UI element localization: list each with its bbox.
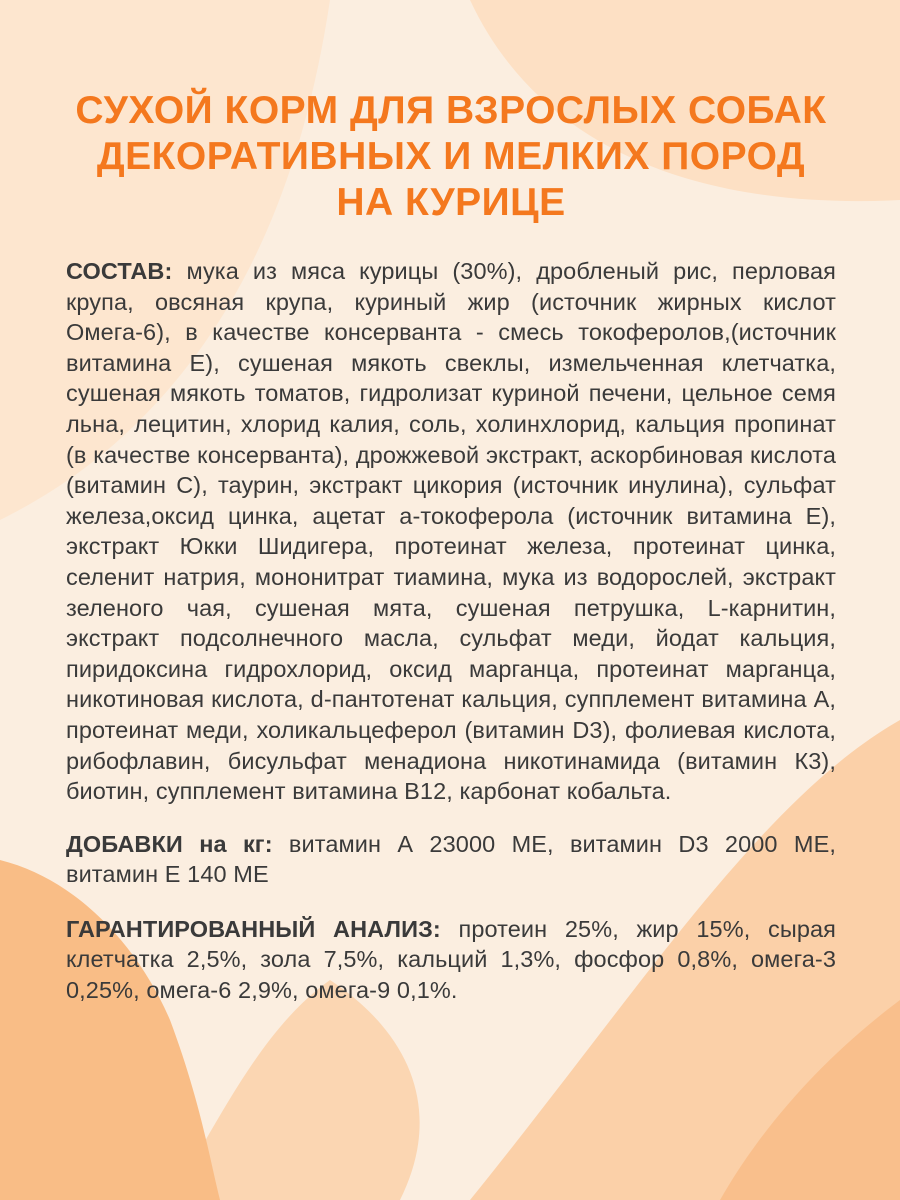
additives-text: витамин А 23000 МЕ, витамин D3 2000 МЕ, витамин Е 140 МЕ [66,830,836,888]
additives-section [66,829,836,890]
label-content [66,88,836,1006]
composition-text: мука из мяса курицы (30%), дробленый рис, перловая крупа, овсяная крупа, куриный жир (источник жирных кислот Омега-6), в качестве консерванта - смесь токоферолов,(источник витамина Е), сушеная мякоть свеклы, измельченная клетчатка, сушеная мякоть томатов, гидролизат куриной печени, цельное семя льна, лецитин, хлорид калия, соль, холинхлорид, кальция пропинат (в качестве консерванта), дрожжевой экстракт, аскорбиновая кислота (витамин С), таурин, экстракт цикория (источник инулина), сульфат железа,оксид цинка, ацетат a-токоферола (источник витамина Е), экстракт Юкки Шидигера, протеинат железа, протеинат цинка, селенит натрия, мононитрат тиамина, мука из водорослей, экстракт зеленого чая, сушеная мята, сушеная петрушка, L-карнитин, экстракт подсолнечного масла, сульфат меди, йодат кальция, пиридоксина гидрохлорид, оксид марганца, протеинат марганца, никотиновая кислота, d-пантотенат кальция, супплемент витамина А, протеинат меди, холикальцеферол (витамин D3), фолиевая кислота, рибофлавин, бисульфат менадиона никотинамида (витамин К3), биотин, супплемент витамина В12, карбонат кобальта. [66,258,836,805]
composition-section [66,256,836,807]
additives-label: ДОБАВКИ на кг: [66,830,273,857]
product-title [66,88,836,226]
title-line-1: СУХОЙ КОРМ ДЛЯ ВЗРОСЛЫХ СОБАК [75,89,827,132]
analysis-label: ГАРАНТИРОВАННЫЙ АНАЛИЗ: [66,915,441,942]
title-line-2: ДЕКОРАТИВНЫХ И МЕЛКИХ ПОРОД [96,135,806,178]
analysis-section [66,914,836,1006]
composition-label: СОСТАВ: [66,258,173,284]
title-line-3: НА КУРИЦЕ [336,181,566,224]
analysis-text: протеин 25%, жир 15%, сырая клетчатка 2,5%, зола 7,5%, кальций 1,3%, фосфор 0,8%, омега-3 0,25%, омега-6 2,9%, омега-9 0,1%. [66,915,836,1004]
